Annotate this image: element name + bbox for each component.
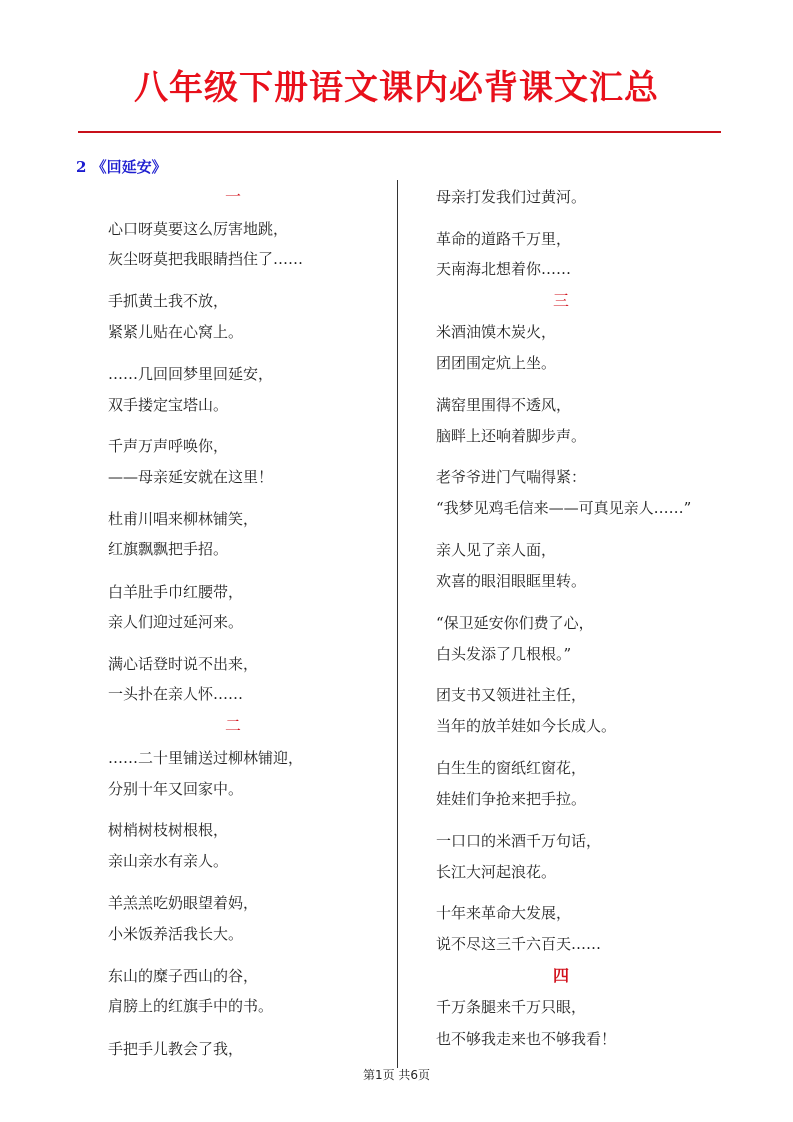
- poem-line: 亲山亲水有亲人。: [108, 852, 229, 870]
- poem-line: 一头扑在亲人怀……: [108, 685, 244, 703]
- poem-line: 欢喜的眼泪眼眶里转。: [436, 572, 587, 590]
- poem-line: 双手搂定宝塔山。: [108, 396, 229, 414]
- poem-line: 羊羔羔吃奶眼望着妈，: [108, 894, 259, 912]
- poem-line: 分别十年又回家中。: [108, 780, 244, 798]
- poem-line: 灰尘呀莫把我眼睛挡住了……: [108, 250, 304, 268]
- poem-line: 脑畔上还响着脚步声。: [436, 427, 587, 445]
- poem-line: 东山的糜子西山的谷，: [108, 967, 259, 985]
- poem-line: 树梢树枝树根根，: [108, 821, 229, 839]
- poem-line: 小米饭养活我长大。: [108, 925, 244, 943]
- poem-line: 白头发添了几根根。”: [436, 645, 572, 663]
- poem-line: ——母亲延安就在这里！: [108, 468, 274, 486]
- poem-line: 也不够我走来也不够我看！: [436, 1030, 617, 1048]
- poem-line: 革命的道路千万里，: [436, 230, 572, 248]
- poem-line: 长江大河起浪花。: [436, 863, 557, 881]
- poem-line: 紧紧儿贴在心窝上。: [108, 323, 244, 341]
- section-heading-4: 四: [552, 966, 569, 985]
- poem-line: 心口呀莫要这么厉害地跳，: [108, 220, 289, 238]
- poem-line: 千声万声呼唤你，: [108, 437, 229, 455]
- poem-line: 娃娃们争抢来把手拉。: [436, 790, 587, 808]
- poem-line: 当年的放羊娃如今长成人。: [436, 717, 617, 735]
- poem-line: 白羊肚手巾红腰带，: [108, 583, 244, 601]
- poem-line: 手把手儿教会了我，: [108, 1040, 244, 1058]
- title-underline: [78, 131, 721, 133]
- section-heading-2: 二: [224, 716, 241, 735]
- poem-line: 杜甫川唱来柳林铺笑，: [108, 510, 259, 528]
- poem-line: ……几回回梦里回延安，: [108, 365, 274, 383]
- poem-line: 团团围定炕上坐。: [436, 354, 557, 372]
- poem-line: “我梦见鸡毛信来——可真见亲人……”: [436, 499, 692, 517]
- poem-line: 白生生的窗纸红窗花，: [436, 759, 587, 777]
- poem-line: 天南海北想着你……: [436, 260, 572, 278]
- column-divider: [397, 180, 398, 1068]
- lesson-title: 2 《回延安》: [76, 158, 167, 176]
- poem-line: 米酒油馍木炭火，: [436, 323, 557, 341]
- poem-line: 满心话登时说不出来，: [108, 655, 259, 673]
- poem-line: ……二十里铺送过柳林铺迎，: [108, 749, 304, 767]
- poem-line: 手抓黄土我不放，: [108, 292, 229, 310]
- page-footer: 第1页 共6页: [362, 1068, 431, 1082]
- poem-line: 红旗飘飘把手招。: [108, 540, 229, 558]
- section-heading-1: 一: [224, 187, 241, 206]
- poem-line: 老爷爷进门气喘得紧：: [436, 468, 587, 486]
- poem-line: “保卫延安你们费了心，: [436, 614, 594, 632]
- poem-line: 说不尽这三千六百天……: [436, 935, 602, 953]
- poem-line: 亲人们迎过延河来。: [108, 613, 244, 631]
- poem-line: 千万条腿来千万只眼，: [436, 998, 587, 1016]
- document-title: 八年级下册语文课内必背课文汇总: [134, 68, 659, 108]
- poem-line: 母亲打发我们过黄河。: [436, 188, 587, 206]
- section-heading-3: 三: [552, 291, 569, 310]
- poem-line: 亲人见了亲人面，: [436, 541, 557, 559]
- poem-line: 十年来革命大发展，: [436, 904, 572, 922]
- poem-line: 团支书又领进社主任，: [436, 686, 587, 704]
- poem-line: 满窑里围得不透风，: [436, 396, 572, 414]
- poem-line: 肩膀上的红旗手中的书。: [108, 997, 274, 1015]
- poem-line: 一口口的米酒千万句话，: [436, 832, 602, 850]
